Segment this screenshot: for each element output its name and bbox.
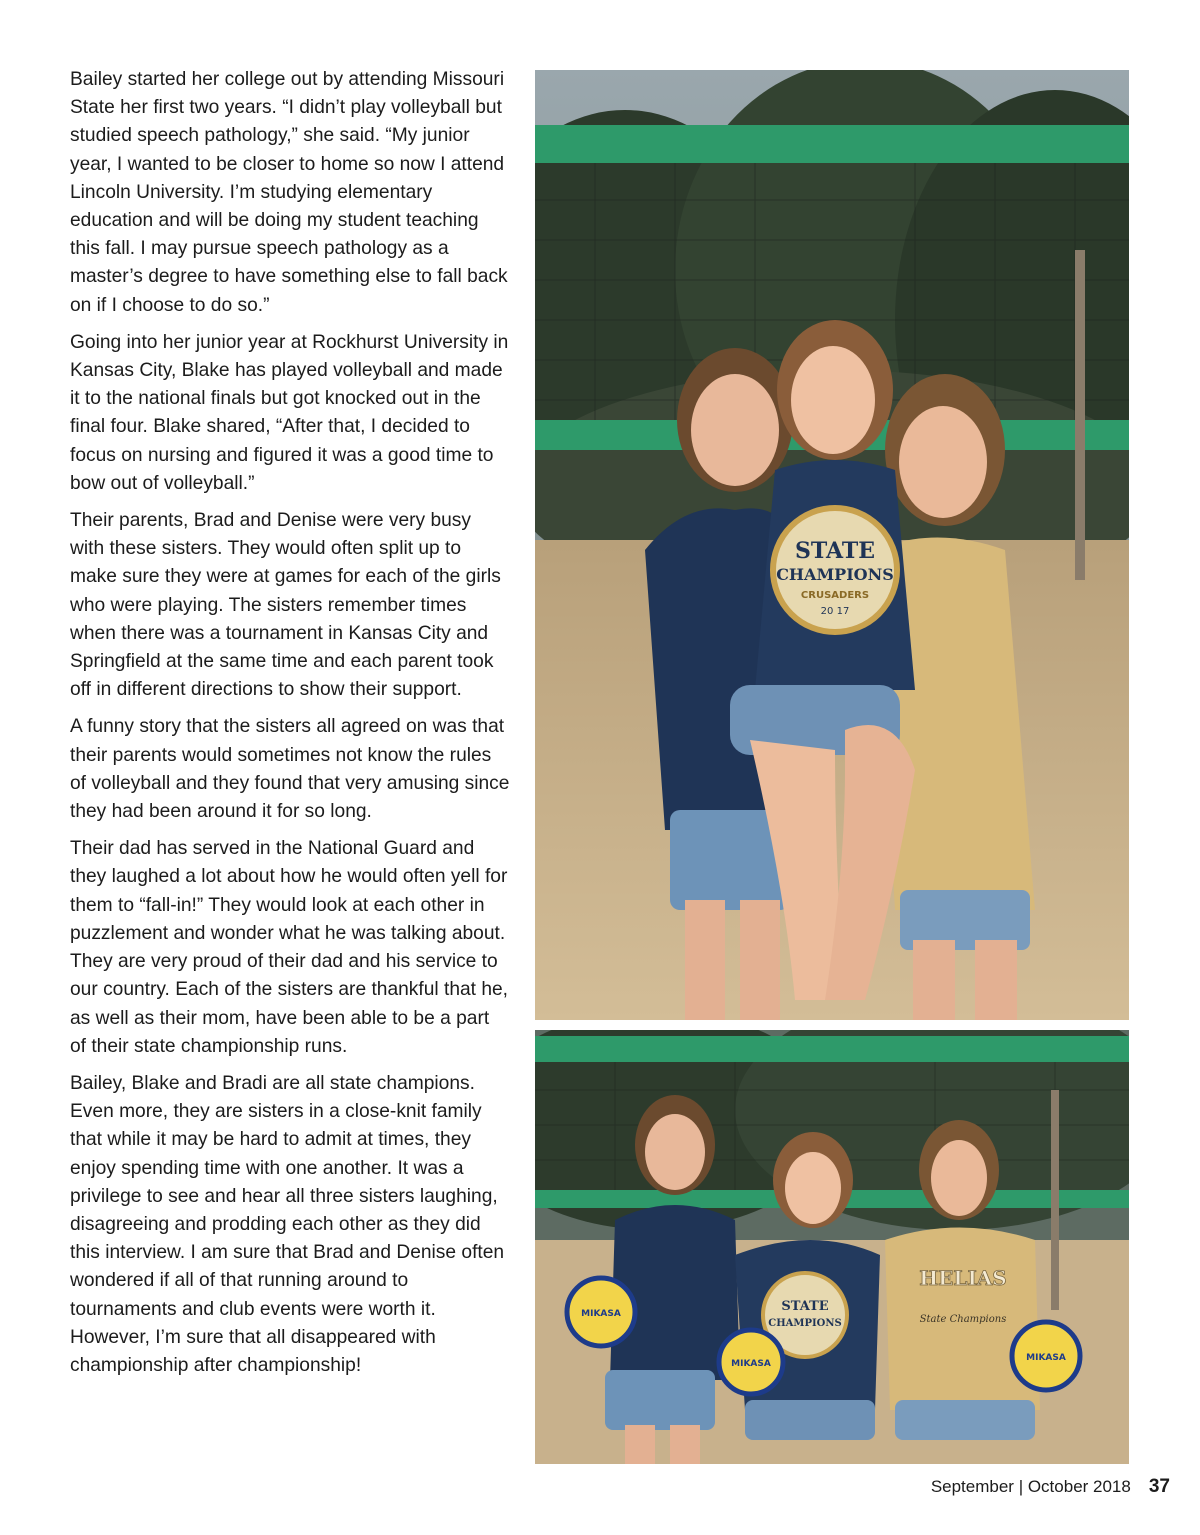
- article-paragraph-4: A funny story that the sisters all agreed on was that their parents would sometimes not know the rules of volleyball and they found that very amusing since they had been around it for so long.: [70, 716, 510, 823]
- sisters-carry-illustration: [535, 70, 1129, 1020]
- article-paragraph-2: Going into her junior year at Rockhurst University in Kansas City, Blake has played volleyball and made it to the national finals but got knocked out in the final four. Blake shared, “After that, I decided to focus on nursing and figured it was a good time to bow out of volleyball.”: [70, 331, 509, 494]
- ball-brand-middle: MIKASA: [731, 1359, 771, 1369]
- shirt-text-state: STATE: [794, 538, 876, 564]
- article-paragraph-6: Bailey, Blake and Bradi are all state champions. Even more, they are sisters in a close-knit family that while it may be hard to admit at times, they enjoy spending time with one another. It was a privilege to see and hear all three sisters laughing, disagreeing and prodding each other as they did this interview. I am sure that Brad and Denise often wondered if all of that running around to tournaments and club events were worth it. However, I’m sure that all disappeared with championship after championship!: [70, 1072, 505, 1376]
- ball-brand-left: MIKASA: [581, 1309, 621, 1319]
- page-number: 37: [1148, 1476, 1170, 1497]
- page-footer: [931, 1474, 1170, 1500]
- article-paragraph-3: Their parents, Brad and Denise were very busy with these sisters. They would often split up to make sure they were at games for each of the girls who were playing. The sisters remember times when there was a tournament in Kansas City and Springfield at the same time and each parent took off in different directions to show their support.: [70, 510, 501, 701]
- article-body: [70, 66, 510, 1389]
- ball-brand-right: MIKASA: [1026, 1353, 1066, 1363]
- shirt-text-year: 20 17: [820, 606, 850, 617]
- shirt-text-state-bottom: STATE: [781, 1299, 829, 1314]
- article-paragraph-5: Their dad has served in the National Guard and they laughed a lot about how he would often yell for them to “fall-in!” They would look at each other in puzzlement and wonder what he was talking about. They are very proud of their dad and his service to our country. Each of the sisters are thankful that he, as well as their mom, have been able to be a part of their state championship runs.: [70, 838, 508, 1057]
- sisters-volleyballs-photo: [535, 1030, 1129, 1464]
- shirt-text-champions-bottom: CHAMPIONS: [768, 1318, 842, 1329]
- net-band-top: [535, 125, 1129, 163]
- sisters-volleyballs-illustration: [535, 1030, 1129, 1464]
- article-paragraph-1: Bailey started her college out by attending Missouri State her first two years. “I didn’t play volleyball but studied speech pathology,” she said. “My junior year, I wanted to be closer to home so now I attend Lincoln University. I’m studying elementary education and will be doing my student teaching this fall. I may pursue speech pathology as a master’s degree to have something else to fall back on if I choose to do so.”: [70, 69, 508, 316]
- shirt-text-helias: HELIAS: [919, 1266, 1007, 1290]
- shirt-text-crusaders: CRUSADERS: [800, 590, 870, 601]
- shirt-text-champions: CHAMPIONS: [776, 565, 894, 584]
- issue-date: September | October 2018: [930, 1477, 1131, 1496]
- shirt-text-state-champions-script: State Champions: [919, 1314, 1007, 1325]
- sisters-carry-photo: [535, 70, 1129, 1020]
